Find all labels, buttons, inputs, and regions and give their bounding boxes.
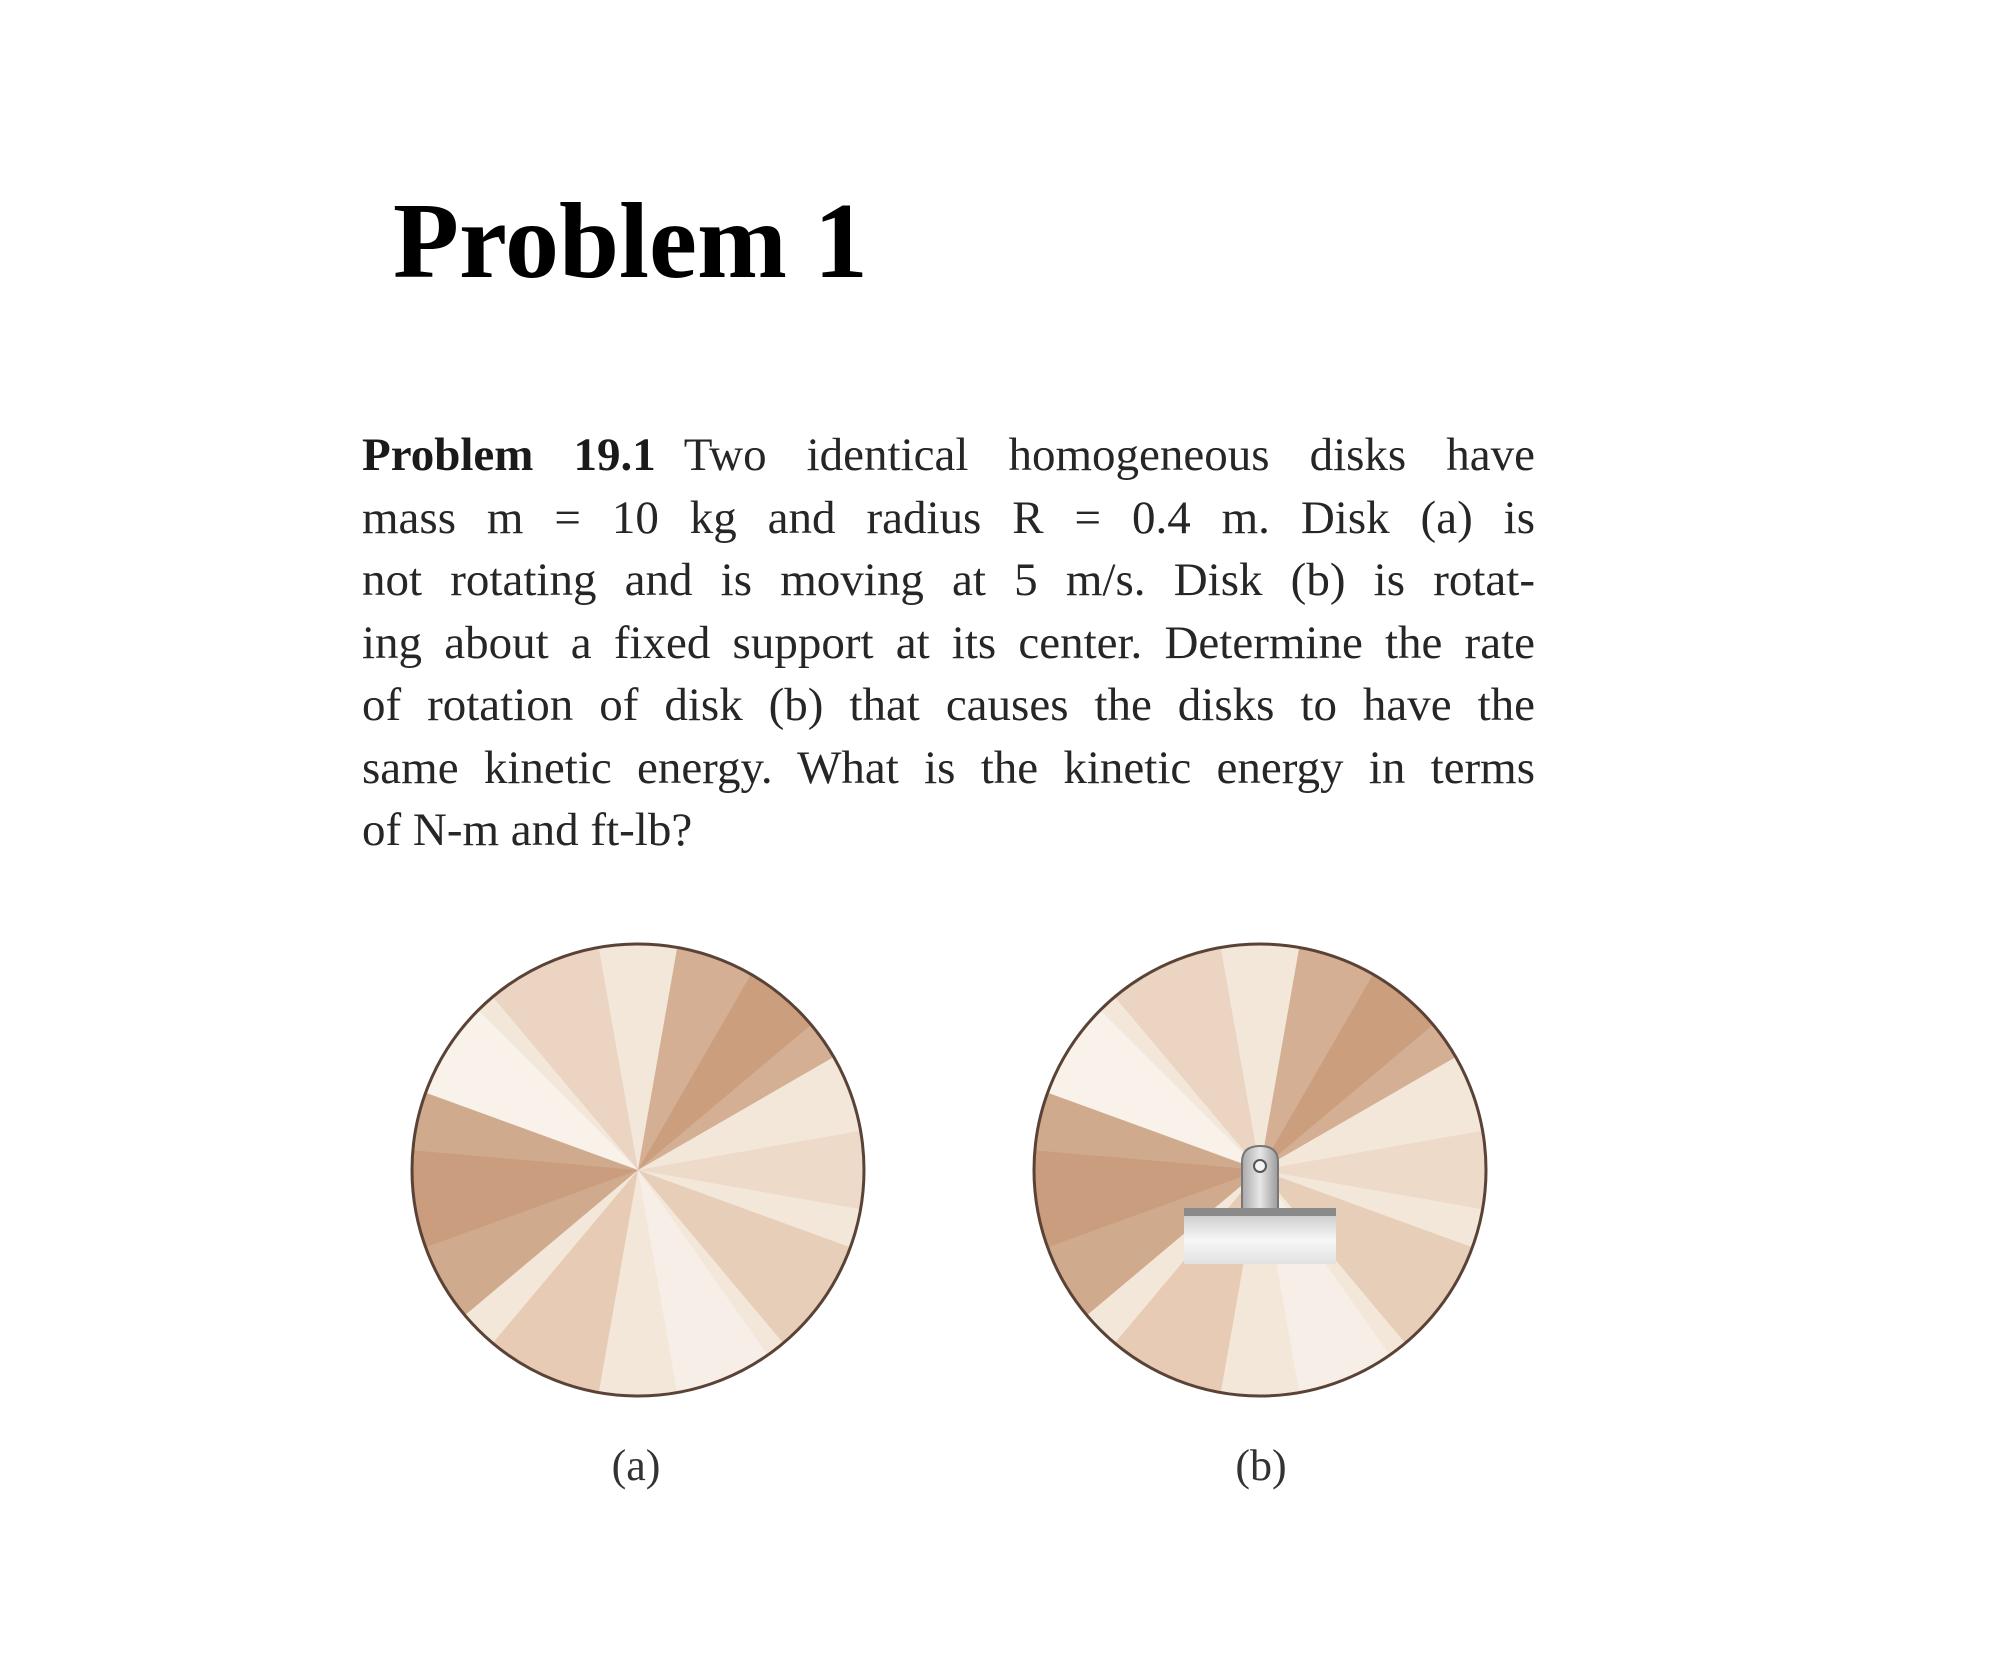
problem-line-1-text: Two identical homogeneous disks have: [683, 429, 1535, 481]
support-lug: [1242, 1146, 1278, 1212]
problem-line-6: same kinetic energy. What is the kinetic energy in terms: [362, 741, 1535, 794]
support-base: [1184, 1216, 1336, 1264]
figure-label-a: (a): [611, 1441, 661, 1490]
page-heading: Problem 1: [393, 182, 868, 301]
figure-label-b: (b): [1235, 1441, 1287, 1490]
problem-line-7: of N-m and ft-lb?: [362, 804, 693, 856]
problem-statement: [362, 424, 1535, 862]
problem-number: Problem 19.1: [362, 429, 656, 481]
figure-disk-a: [408, 940, 868, 1400]
problem-line-5: of rotation of disk (b) that causes the disks to have the: [362, 679, 1535, 731]
disk-a-shading: [408, 940, 868, 1400]
problem-line-4: ing about a fixed support at its center. Determine the rate: [362, 616, 1535, 669]
pin-icon: [1254, 1160, 1266, 1172]
disk-a-drawing: [408, 940, 868, 1400]
problem-line-1: [362, 424, 1535, 487]
problem-line-2: mass m = 10 kg and radius R = 0.4 m. Disk (a) is: [362, 491, 1535, 544]
figure-disk-b: [1030, 940, 1490, 1400]
disk-b-drawing: [1030, 940, 1490, 1400]
problem-line-3: not rotating and is moving at 5 m/s. Disk (b) is rotat-: [362, 554, 1535, 606]
